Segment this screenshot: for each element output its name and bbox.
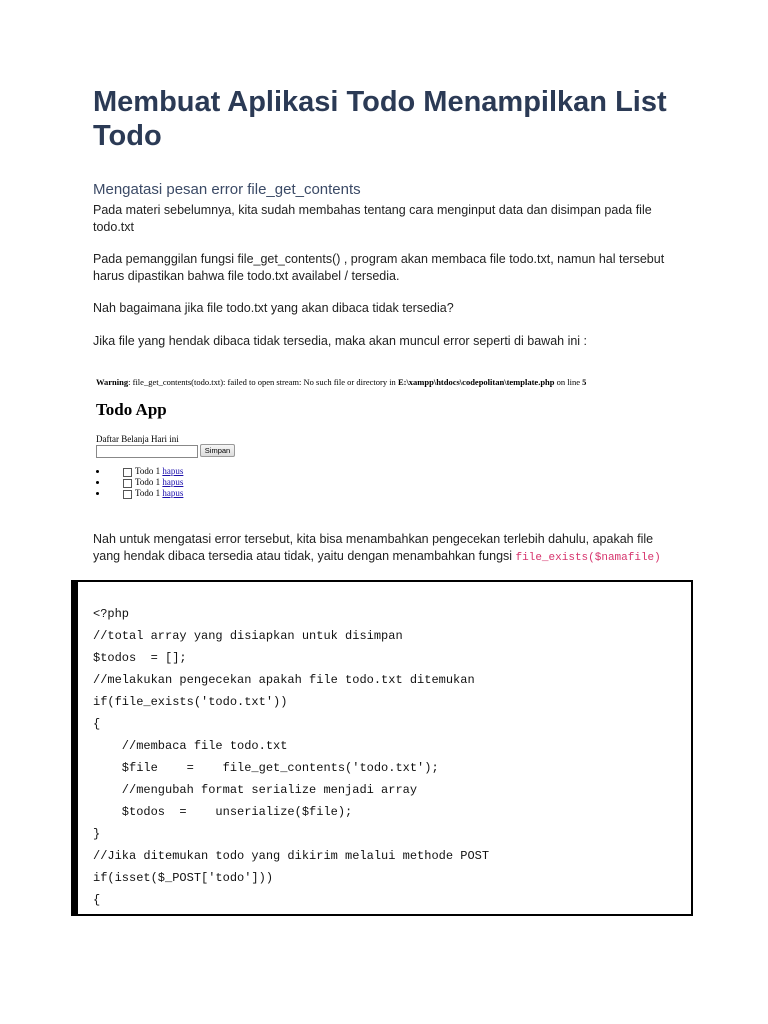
code-line: $todos = unserialize($file); — [93, 805, 353, 819]
todo-app-title: Todo App — [96, 400, 167, 419]
bullet-icon — [96, 481, 99, 484]
page-title: Membuat Aplikasi Todo Menampilkan List Todo — [93, 86, 667, 152]
todo-item — [93, 488, 183, 499]
warning-line-number: 5 — [582, 377, 587, 387]
paragraph-solution — [93, 531, 683, 567]
paragraph-intro: Pada materi sebelumnya, kita sudah membahas tentang cara menginput data dan disimpan pada file todo.txt — [93, 203, 652, 234]
delete-link[interactable]: hapus — [162, 466, 184, 476]
code-line: //Jika ditemukan todo yang dikirim melalui methode POST — [93, 849, 490, 863]
todo-item — [93, 466, 183, 477]
bullet-icon — [96, 470, 99, 473]
todo-item — [93, 477, 183, 488]
section-subtitle: Mengatasi pesan error file_get_contents — [93, 181, 361, 198]
bullet-icon — [96, 492, 99, 495]
error-screenshot — [93, 372, 693, 512]
code-line: } — [93, 827, 101, 841]
warning-path: E:\xampp\htdocs\codepolitan\template.php — [397, 377, 555, 387]
paragraph-solution-text: Nah untuk mengatasi error tersebut, kita bisa menambahkan pengecekan terlebih dahulu, apakah file yang hendak dibaca tersedia atau tidak, yaitu dengan menambahkan fungsi — [93, 532, 654, 563]
todo-text: Todo 1 — [135, 477, 161, 487]
paragraph-file-get-contents: Pada pemanggilan fungsi file_get_contents() , program akan membaca file todo.txt, namun hal tersebut harus dipastikan bahwa file todo.txt availabel / tersedia. — [93, 252, 665, 283]
code-line: if(file_exists('todo.txt')) — [93, 695, 288, 709]
delete-link[interactable]: hapus — [162, 477, 184, 487]
code-line: //membaca file todo.txt — [93, 739, 288, 753]
paragraph-question: Nah bagaimana jika file todo.txt yang akan dibaca tidak tersedia? — [93, 301, 454, 315]
code-line: //melakukan pengecekan apakah file todo.txt ditemukan — [93, 673, 475, 687]
code-line: //mengubah format serialize menjadi array — [93, 783, 418, 797]
todo-text: Todo 1 — [135, 488, 161, 498]
code-line: <?php — [93, 607, 130, 621]
code-line: if(isset($_POST['todo'])) — [93, 871, 274, 885]
todo-checkbox[interactable] — [123, 468, 132, 477]
warning-label: Warning — [96, 377, 129, 387]
delete-link[interactable]: hapus — [162, 488, 184, 498]
save-button[interactable]: Simpan — [200, 444, 235, 457]
todo-text: Todo 1 — [135, 466, 161, 476]
todo-list — [93, 466, 183, 499]
code-line: { — [93, 717, 101, 731]
code-line: //total array yang disiapkan untuk disimpan — [93, 629, 403, 643]
paragraph-error-intro: Jika file yang hendak dibaca tidak tersedia, maka akan muncul error seperti di bawah ini : — [93, 334, 588, 348]
todo-checkbox[interactable] — [123, 490, 132, 499]
code-block — [71, 580, 693, 916]
code-line: $file = file_get_contents('todo.txt'); — [93, 761, 439, 775]
todo-checkbox[interactable] — [123, 479, 132, 488]
warning-line-prefix: on line — [554, 377, 583, 387]
todo-input[interactable] — [96, 445, 198, 458]
inline-code-file-exists: file_exists($namafile) — [515, 552, 661, 564]
code-line: $todos = []; — [93, 651, 187, 665]
code-line: { — [93, 893, 101, 907]
warning-message — [96, 377, 586, 387]
form-label: Daftar Belanja Hari ini — [96, 434, 179, 444]
code-lines — [93, 603, 489, 911]
warning-text: : file_get_contents(todo.txt): failed to open stream: No such file or directory in — [128, 377, 398, 387]
